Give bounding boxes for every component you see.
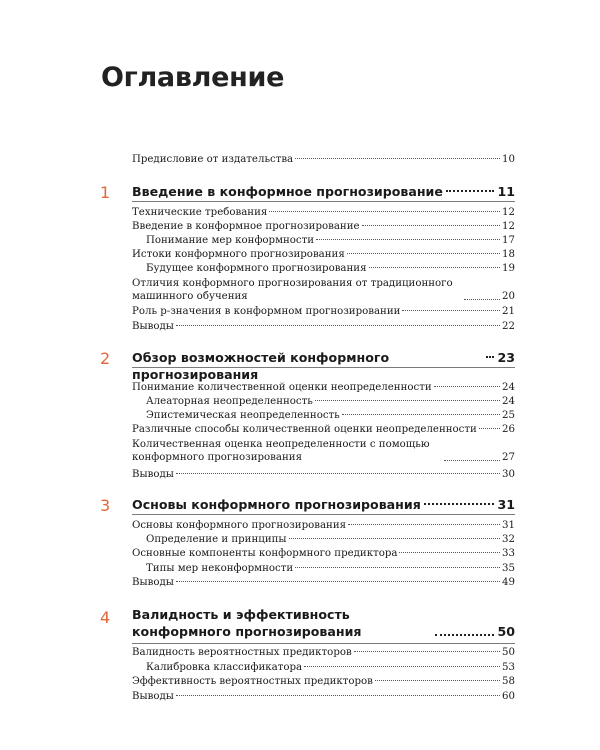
entry-title: Технические требования bbox=[132, 207, 268, 218]
leader-dots bbox=[402, 310, 500, 311]
leader-dots bbox=[295, 567, 500, 568]
leader-dots bbox=[176, 581, 500, 582]
leader-dots bbox=[479, 428, 500, 429]
entry-title: Основные компоненты конформного предиктора bbox=[132, 548, 398, 559]
leader-dots bbox=[424, 503, 495, 505]
entry-title: Различные способы количественной оценки неопределенности bbox=[132, 424, 477, 435]
entry-title: Калибровка классификатора bbox=[146, 662, 303, 673]
chapter-number: 4 bbox=[100, 608, 111, 627]
chapter-page: 31 bbox=[497, 497, 515, 512]
toc-entry[interactable] bbox=[132, 519, 515, 532]
chapter-number: 1 bbox=[100, 183, 111, 202]
entry-page: 26 bbox=[502, 424, 515, 435]
toc-subentry[interactable] bbox=[146, 562, 515, 575]
toc-entry[interactable] bbox=[132, 248, 515, 261]
leader-dots bbox=[289, 538, 501, 539]
entry-title: Выводы bbox=[132, 691, 174, 702]
leader-dots bbox=[176, 473, 500, 474]
chapter-page: 23 bbox=[497, 350, 515, 365]
chapter-title: Введение в конформное прогнозирование bbox=[132, 184, 443, 199]
entry-page: 30 bbox=[502, 469, 515, 480]
chapter-number: 3 bbox=[100, 496, 111, 515]
entry-page: 17 bbox=[502, 235, 515, 246]
entry-title: Будущее конформного прогнозирования bbox=[146, 263, 367, 274]
leader-dots bbox=[444, 460, 500, 461]
entry-title: Предисловие от издательства bbox=[132, 154, 294, 165]
chapter-divider bbox=[132, 201, 515, 202]
entry-page: 50 bbox=[502, 647, 515, 658]
entry-page: 25 bbox=[502, 410, 515, 421]
toc-entry[interactable] bbox=[132, 646, 515, 659]
entry-title: Выводы bbox=[132, 321, 174, 332]
entry-page: 12 bbox=[502, 221, 515, 232]
chapter-page: 11 bbox=[497, 184, 515, 199]
entry-page: 19 bbox=[502, 263, 515, 274]
chapter-heading-4[interactable] bbox=[132, 606, 515, 640]
toc-entry[interactable] bbox=[132, 277, 515, 303]
leader-dots bbox=[176, 325, 500, 326]
chapter-divider bbox=[132, 643, 515, 644]
leader-dots bbox=[434, 386, 500, 387]
toc-entry[interactable] bbox=[132, 690, 515, 703]
leader-dots bbox=[315, 400, 500, 401]
entry-title: Типы мер неконформности bbox=[146, 563, 294, 574]
entry-page: 60 bbox=[502, 691, 515, 702]
page-title: Оглавление bbox=[101, 62, 285, 93]
toc-entry[interactable] bbox=[132, 320, 515, 333]
leader-dots bbox=[269, 211, 500, 212]
toc-entry[interactable] bbox=[132, 576, 515, 589]
toc-entry[interactable] bbox=[132, 381, 515, 394]
toc-entry[interactable] bbox=[132, 206, 515, 219]
leader-dots bbox=[486, 356, 494, 358]
chapter-title: Валидность и эффективность конформного прогнозирования bbox=[132, 607, 362, 639]
leader-dots bbox=[435, 634, 494, 636]
leader-dots bbox=[375, 680, 500, 681]
entry-page: 24 bbox=[502, 382, 515, 393]
entry-page: 21 bbox=[502, 306, 515, 317]
leader-dots bbox=[342, 414, 500, 415]
entry-page: 20 bbox=[502, 291, 515, 302]
leader-dots bbox=[347, 253, 500, 254]
toc-subentry[interactable] bbox=[146, 533, 515, 546]
chapter-divider bbox=[132, 514, 515, 515]
chapter-heading-3[interactable] bbox=[132, 496, 515, 513]
toc-subentry[interactable] bbox=[146, 661, 515, 674]
entry-title: Эпистемическая неопределенность bbox=[146, 410, 340, 421]
chapter-heading-1[interactable] bbox=[132, 183, 515, 200]
toc-subentry[interactable] bbox=[146, 234, 515, 247]
toc-entry[interactable] bbox=[132, 438, 515, 464]
entry-title: Количественная оценка неопределенности с помощью конформного прогнозирования bbox=[132, 439, 430, 463]
toc-entry[interactable] bbox=[132, 675, 515, 688]
chapter-title: Основы конформного прогнозирования bbox=[132, 497, 421, 512]
entry-title: Понимание мер конформности bbox=[146, 235, 315, 246]
entry-title: Алеаторная неопределенность bbox=[146, 396, 313, 407]
entry-page: 22 bbox=[502, 321, 515, 332]
leader-dots bbox=[464, 299, 500, 300]
toc-entry[interactable] bbox=[132, 305, 515, 318]
leader-dots bbox=[362, 225, 500, 226]
chapter-title: Обзор возможностей конформного прогнозирования bbox=[132, 350, 390, 382]
leader-dots bbox=[295, 158, 500, 159]
leader-dots bbox=[446, 190, 495, 192]
chapter-number: 2 bbox=[100, 349, 111, 368]
entry-page: 49 bbox=[502, 577, 515, 588]
chapter-divider bbox=[132, 367, 515, 368]
entry-page: 53 bbox=[502, 662, 515, 673]
entry-title: Эффективность вероятностных предикторов bbox=[132, 676, 373, 687]
toc-entry[interactable] bbox=[132, 468, 515, 481]
toc-entry[interactable] bbox=[132, 220, 515, 233]
entry-page: 33 bbox=[502, 548, 515, 559]
entry-page: 10 bbox=[502, 154, 515, 165]
entry-page: 35 bbox=[502, 563, 515, 574]
entry-page: 18 bbox=[502, 249, 515, 260]
leader-dots bbox=[176, 695, 500, 696]
entry-page: 27 bbox=[502, 452, 515, 463]
entry-title: Понимание количественной оценки неопределенности bbox=[132, 382, 432, 393]
leader-dots bbox=[348, 524, 500, 525]
toc-subentry[interactable] bbox=[146, 409, 515, 422]
entry-page: 31 bbox=[502, 520, 515, 531]
entry-title: Определение и принципы bbox=[146, 534, 287, 545]
entry-page: 58 bbox=[502, 676, 515, 687]
leader-dots bbox=[304, 666, 500, 667]
entry-title: Выводы bbox=[132, 469, 174, 480]
entry-title: Роль p-значения в конформном прогнозировании bbox=[132, 306, 401, 317]
entry-title: Введение в конформное прогнозирование bbox=[132, 221, 360, 232]
entry-title: Валидность вероятностных предикторов bbox=[132, 647, 352, 658]
toc-entry[interactable] bbox=[132, 547, 515, 560]
entry-title: Основы конформного прогнозирования bbox=[132, 520, 347, 531]
entry-title: Отличия конформного прогнозирования от традиционного машинного обучения bbox=[132, 278, 453, 302]
entry-title: Истоки конформного прогнозирования bbox=[132, 249, 345, 260]
entry-page: 12 bbox=[502, 207, 515, 218]
toc-entry[interactable] bbox=[132, 423, 515, 436]
toc-subentry[interactable] bbox=[146, 262, 515, 275]
leader-dots bbox=[369, 267, 501, 268]
chapter-heading-2[interactable] bbox=[132, 349, 515, 383]
leader-dots bbox=[316, 239, 500, 240]
entry-page: 24 bbox=[502, 396, 515, 407]
toc-entry-preface[interactable] bbox=[132, 153, 515, 166]
entry-page: 32 bbox=[502, 534, 515, 545]
chapter-page: 50 bbox=[497, 624, 515, 639]
leader-dots bbox=[399, 552, 500, 553]
leader-dots bbox=[354, 651, 500, 652]
entry-title: Выводы bbox=[132, 577, 174, 588]
toc-subentry[interactable] bbox=[146, 395, 515, 408]
